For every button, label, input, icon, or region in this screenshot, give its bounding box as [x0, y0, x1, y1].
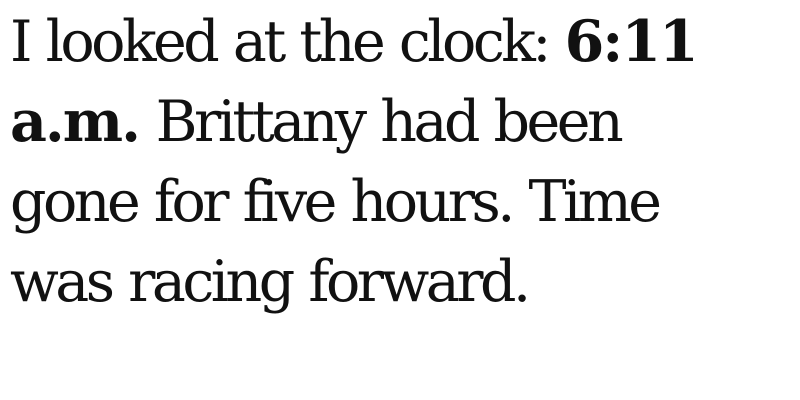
passage-lead-text: I looked at the clock: — [10, 9, 548, 75]
time-highlight: 6:11 a.m. — [10, 8, 697, 155]
quote-passage — [10, 0, 730, 322]
passage-rest-text: Brittany had been gone for five hours. Time was racing forward. — [10, 89, 659, 315]
